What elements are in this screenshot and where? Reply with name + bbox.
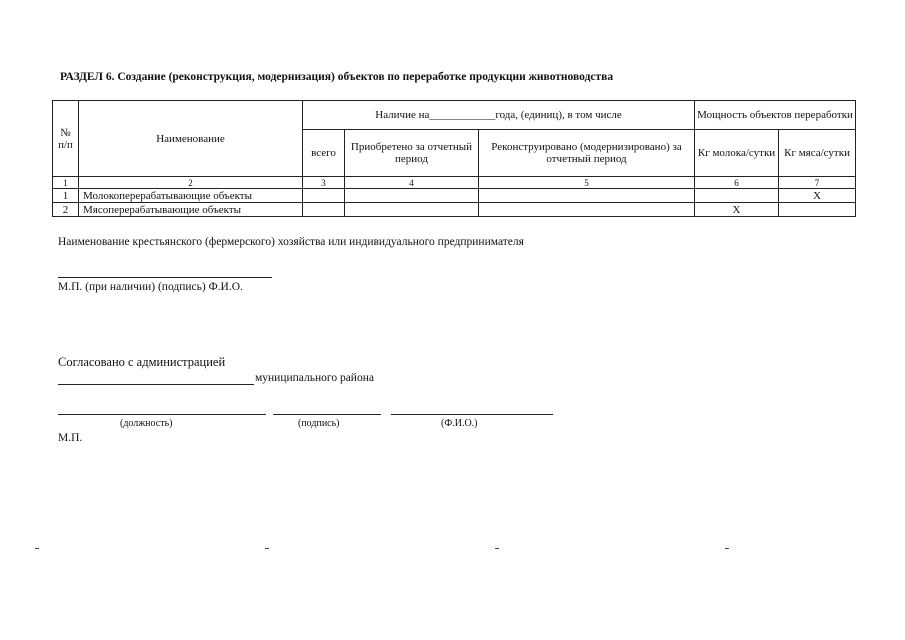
row-name: Молокоперерабатывающие объекты xyxy=(79,189,303,203)
fio-caption: (Ф.И.О.) xyxy=(441,418,478,429)
cell-reconstructed[interactable] xyxy=(479,189,695,203)
col-number: 6 xyxy=(695,177,779,189)
table-numbering-row xyxy=(53,177,856,189)
stamp-signature-label: М.П. (при наличии) (подпись) Ф.И.О. xyxy=(58,281,243,293)
row-name: Мясоперерабатывающие объекты xyxy=(79,203,303,217)
stamp-label: М.П. xyxy=(58,432,83,444)
district-label: муниципального района xyxy=(255,372,374,384)
cell-meat[interactable] xyxy=(779,203,856,217)
col-number: 5 xyxy=(479,177,695,189)
signature-caption: (подпись) xyxy=(298,418,340,429)
cell-total[interactable] xyxy=(303,189,345,203)
row-num: 2 xyxy=(53,203,79,217)
table-header-row xyxy=(53,101,856,130)
district-name-line[interactable] xyxy=(58,384,254,385)
signature-line[interactable] xyxy=(273,414,381,415)
header-milk: Кг молока/сутки xyxy=(695,130,779,177)
table-row xyxy=(53,189,856,203)
cell-meat[interactable]: Х xyxy=(779,189,856,203)
col-number: 3 xyxy=(303,177,345,189)
header-reconstructed: Реконструировано (модернизировано) за отчетный период xyxy=(479,130,695,177)
header-total: всего xyxy=(303,130,345,177)
cell-reconstructed[interactable] xyxy=(479,203,695,217)
fio-line[interactable] xyxy=(391,414,553,415)
cell-milk[interactable] xyxy=(695,189,779,203)
header-presence: Наличие на____________года, (единиц), в том числе xyxy=(303,101,695,130)
header-meat: Кг мяса/сутки xyxy=(779,130,856,177)
cell-total[interactable] xyxy=(303,203,345,217)
position-line[interactable] xyxy=(58,414,266,415)
page-mark xyxy=(495,548,499,549)
col-number: 1 xyxy=(53,177,79,189)
header-acquired: Приобретено за отчетный период xyxy=(345,130,479,177)
section-title: РАЗДЕЛ 6. Создание (реконструкция, модернизация) объектов по переработке продукции животноводства xyxy=(60,71,614,83)
col-number: 2 xyxy=(79,177,303,189)
cell-acquired[interactable] xyxy=(345,203,479,217)
cell-milk[interactable]: Х xyxy=(695,203,779,217)
page-mark xyxy=(265,548,269,549)
cell-acquired[interactable] xyxy=(345,189,479,203)
col-number: 4 xyxy=(345,177,479,189)
row-num: 1 xyxy=(53,189,79,203)
farm-signature-line[interactable] xyxy=(58,277,272,278)
page-mark xyxy=(725,548,729,549)
header-num: № п/п xyxy=(53,101,79,177)
page-mark xyxy=(35,548,39,549)
header-name: Наименование xyxy=(79,101,303,177)
col-number: 7 xyxy=(779,177,856,189)
agreed-label: Согласовано с администрацией xyxy=(58,355,226,369)
farm-name-label: Наименование крестьянского (фермерского) хозяйства или индивидуального предпринимателя xyxy=(58,236,524,248)
position-caption: (должность) xyxy=(120,418,173,429)
objects-table xyxy=(52,100,856,217)
table-row xyxy=(53,203,856,217)
header-capacity: Мощность объектов переработки xyxy=(695,101,856,130)
